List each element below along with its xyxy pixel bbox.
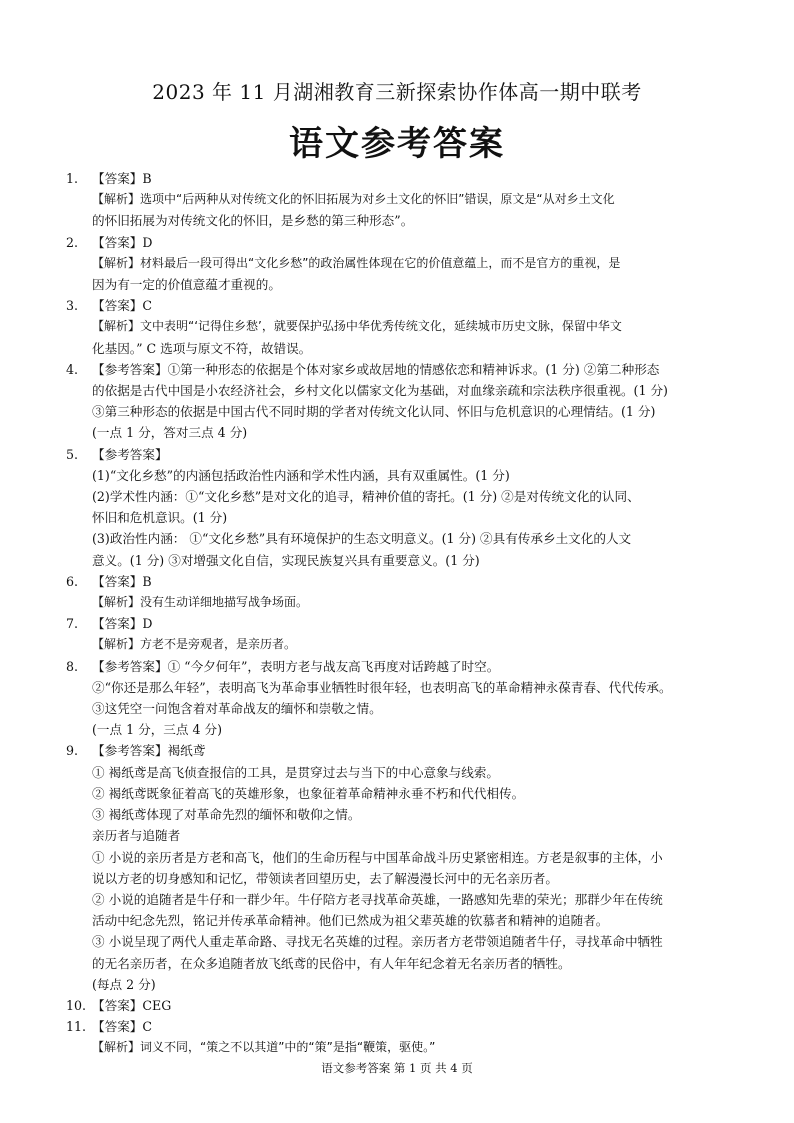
answer-item [66,359,728,444]
answer-text-line: 【参考答案】① “今夕何年”，表明方老与战友高飞再度对话跨越了时空。 [92,658,500,674]
answer-item [66,168,728,232]
answer-text-line: 亲历者与追随者 [92,828,181,844]
answer-text-line: (2)学术性内涵：①“文化乡愁”是对文化的追寻，精神价值的寄托。(1 分) ②是对传统文化的认同、 [92,489,640,505]
answer-text-line: 化基因。” C 选项与原文不符，故错误。 [92,340,312,356]
answer-text-line: (一点 1 分，三点 4 分) [92,722,223,738]
answer-number: 4. [66,361,79,377]
answer-text-line: (3)政治性内涵： ①“文化乡愁”具有环境保护的生态文明意义。(1 分) ②具有传承乡土文化的人文 [92,531,632,547]
exam-title: 2023 年 11 月湖湘教育三新探索协作体高一期中联考 [152,80,642,104]
answer-item [66,232,728,296]
answer-text-line: 说以方老的切身感知和记忆，带领读者回望历史，去了解漫漫长河中的无名亲历者。 [92,870,558,886]
answer-number: 7. [66,616,79,632]
answer-item [66,613,728,655]
answer-text-line: (1)“文化乡愁”的内涵包括政治性内涵和学术性内涵，具有双重属性。(1 分) [92,467,510,483]
answer-text-line: 【参考答案】褐纸鸢 [92,743,206,759]
answer-text-line: ③ 褐纸鸢体现了对革命先烈的缅怀和敬仰之情。 [92,807,361,823]
answer-text-line: 【答案】C [92,1019,153,1035]
answer-item [66,295,728,359]
answer-number: 1. [66,171,79,186]
page-footer: 语文参考答案 第 1 页 共 4 页 [321,1061,473,1075]
answer-text-line: 【解析】词义不同，“策之不以其道”中的“策”是指“鞭策，驱使。” [92,1040,436,1055]
answer-text-line: ② 褐纸鸢既象征着高飞的英雄形象，也象征着革命精神永垂不朽和代代相传。 [92,785,525,801]
answer-text-line: ② 小说的追随者是牛仔和一群少年。牛仔陪方老寻找革命英雄，一路感知先辈的荣光；那群少年在传统 [92,891,663,907]
answer-text-line: 【答案】CEG [92,997,172,1013]
answer-text-line: 意义。(1 分) ③对增强文化自信，实现民族复兴具有重要意义。(1 分) [92,552,480,568]
answer-text-line: 【答案】D [92,616,153,632]
answer-number: 3. [66,298,79,314]
answer-text-line: 【答案】B [92,573,152,589]
answer-item [66,444,728,571]
page-title: 语文参考答案 [289,124,505,164]
answer-text-line: 怀旧和危机意识。(1 分) [92,510,228,526]
answer-item [66,740,728,994]
answer-text-line: 因为有一定的价值意蕴才重视的。 [92,277,281,293]
answer-text-line: ③第三种形态的依据是中国古代不同时期的学者对传统文化认同、怀旧与危机意识的心理情结。(1 分) [92,404,656,420]
answer-item [66,656,728,741]
answer-text-line: 的依据是古代中国是小农经济社会，乡村文化以儒家文化为基础，对血缘亲疏和宗法秩序很重视。(1 分) [92,383,668,399]
answer-text-line: 【参考答案】①第一种形态的依据是个体对家乡或故居地的情感依恋和精神诉求。(1 分) ②第二种形态 [92,361,660,377]
answer-text-line: 活动中纪念先烈，铭记并传承革命精神。他们已然成为祖父辈英雄的钦慕者和精神的追随者。 [92,913,609,929]
answer-number: 5. [66,446,79,462]
answer-number: 9. [66,743,79,759]
answer-text-line: ① 褐纸鸢是高飞侦查报信的工具，是贯穿过去与当下的中心意象与线索。 [92,764,500,780]
answer-number: 11. [66,1019,87,1035]
answer-text-line: ① 小说的亲历者是方老和高飞，他们的生命历程与中国革命战斗历史紧密相连。方老是叙事的主体，小 [92,849,663,865]
answer-text-line: ③这凭空一问饱含着对革命战友的缅怀和崇敬之情。 [92,701,382,717]
answer-text-line: 【解析】方老不是旁观者，是亲历者。 [92,637,297,652]
answer-number: 8. [66,658,79,674]
answer-text-line: ②“你还是那么年轻”，表明高飞为革命事业牺牲时很年轻，也表明高飞的革命精神永葆青春、代代传承。 [92,679,672,695]
answer-text-line: 【解析】材料最后一段可得出“文化乡愁”的政治属性体现在它的价值意蕴上，而不是官方的重视，是 [92,255,621,270]
answer-item [66,995,728,1016]
answer-number: 6. [66,573,79,589]
answer-number: 10. [66,997,87,1013]
answer-number: 2. [66,234,79,250]
answer-text-line: 【解析】文中表明“‘记得住乡愁’，就要保护弘扬中华优秀传统文化，延续城市历史文脉，保留中华文 [92,319,622,334]
answer-text-line: 【解析】没有生动详细地描写战争场面。 [92,595,309,610]
answer-text-line: (一点 1 分，答对三点 4 分) [92,425,248,441]
answer-text-line: 【答案】D [92,234,153,250]
answer-text-line: 【答案】B [92,171,152,186]
answer-text-line: 【解析】选项中“后两种从对传统文化的怀旧拓展为对乡土文化的怀旧”错误，原文是“从对乡土文化 [92,192,615,207]
answer-list [66,168,728,1059]
answer-text-line: 的怀旧拓展为对传统文化的怀旧，是乡愁的第三种形态”。 [92,213,414,229]
answer-text-line: (每点 2 分) [92,976,156,992]
answer-text-line: 的无名亲历者，在众多追随者放飞纸鸢的民俗中，有人年年纪念着无名亲历者的牺牲。 [92,955,571,971]
answer-item [66,571,728,613]
answer-text-line: 【参考答案】 [92,446,168,462]
answer-text-line: ③ 小说呈现了两代人重走革命路、寻找无名英雄的过程。亲历者方老带领追随者牛仔，寻找革命中牺牲 [92,934,663,950]
answer-text-line: 【答案】C [92,298,153,314]
answer-item [66,1016,728,1058]
